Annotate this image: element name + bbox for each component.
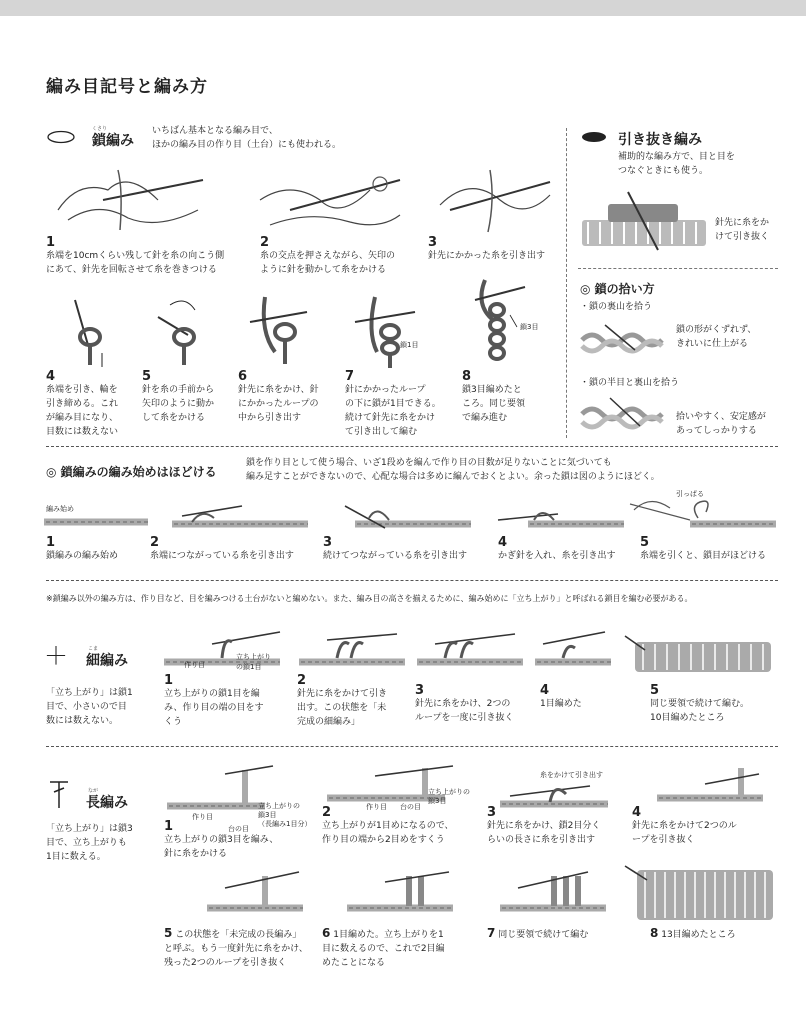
- pickup-heading-text: 鎖の拾い方: [594, 282, 655, 296]
- step-number: 4: [632, 805, 642, 820]
- label-line: の鎖1目: [236, 663, 262, 671]
- caption-line: 針先にかかった糸を引き出す: [428, 251, 546, 261]
- chain-step3-illustration: [430, 160, 560, 236]
- unravel-intro: [246, 456, 786, 484]
- note-text: ※鎖編み以外の編み方は、作り目など、目を編みつける土台がないと編めない。また、編み目の高さを揃えるために、編み始めに「立ち上がり」と呼ばれる鎖目を編む必要がある。: [46, 594, 693, 603]
- chain-symbol-icon: [46, 130, 76, 144]
- unravel-step-1-caption: [46, 536, 118, 563]
- step-number: 4: [540, 683, 550, 698]
- step-number: 7: [345, 369, 355, 384]
- slip-caption-line: 針先に糸をか: [715, 218, 770, 228]
- dc-step-8-caption: [650, 926, 780, 942]
- section-divider: [46, 746, 778, 747]
- section-divider: [46, 580, 778, 581]
- pickup-text-2: [676, 410, 766, 438]
- step-number: 2: [260, 235, 270, 250]
- caption-line: 同じ要領で続けて編む: [498, 930, 589, 940]
- dc-rise-label-2: [428, 788, 470, 806]
- unravel-start-label: 編み始め: [46, 505, 74, 513]
- side-note-line: 「立ち上がり」は鎖1: [46, 688, 133, 698]
- chain-step-8-caption: [462, 370, 557, 425]
- unravel-step3-illustration: [325, 498, 475, 536]
- pickup-item-1: ・鎖の裏山を拾う: [580, 302, 653, 312]
- chain-step-2-caption: [260, 236, 430, 277]
- label-line: 立ち上がり: [236, 653, 271, 661]
- caption-line: 残った2つのループを引き抜く: [164, 958, 287, 968]
- dc-heading: 長編み: [86, 795, 128, 811]
- dc-step-6-caption: [322, 926, 492, 970]
- unravel-step-4-caption: [498, 536, 616, 563]
- chain-intro-line: ほかの編み目の作り目（土台）にも使われる。: [152, 140, 342, 150]
- dc-symbol-icon: [48, 780, 70, 810]
- sc-symbol-icon: ＋: [44, 642, 68, 670]
- caption-line: 作り目の端から2目めをすくう: [322, 835, 445, 845]
- dc-step-7-caption: [487, 926, 627, 942]
- dc-step7-illustration: [498, 862, 608, 920]
- chain-step-4-caption: [46, 370, 136, 439]
- side-note-line: 目で、小さいので目: [46, 702, 127, 712]
- caption-line: の下に鎖が1目できる。: [345, 399, 441, 409]
- caption-line: くう: [164, 717, 183, 727]
- step-number: 7: [487, 926, 496, 940]
- dc-step5-illustration: [205, 862, 305, 920]
- sc-step-5-caption: [650, 684, 780, 725]
- step-number: 3: [323, 535, 333, 550]
- slip-intro: [618, 150, 735, 178]
- sc-ruby: こま: [88, 646, 99, 652]
- chain-step2-illustration: [250, 160, 410, 236]
- step-number: 6: [238, 369, 248, 384]
- label-line: 立ち上がりの: [428, 788, 470, 796]
- slip-intro-line: つなぐときにも使う。: [618, 166, 709, 176]
- chain-step4-illustration: [60, 295, 120, 370]
- chain-step5-illustration: [150, 295, 210, 370]
- dc-step-5-caption: [164, 926, 324, 970]
- pickup-item-2: ・鎖の半目と裏山を拾う: [580, 378, 680, 388]
- caption-line: て引き出して編む: [345, 427, 418, 437]
- step-number: 1: [46, 235, 56, 250]
- sc-rise-label: [236, 652, 271, 672]
- caption-line: み、作り目の端の目をす: [164, 703, 264, 713]
- dc-dai-label-2: 台の目: [400, 803, 421, 811]
- chain-intro: [152, 124, 341, 152]
- dc-step8-illustration: [625, 856, 777, 928]
- side-note-line: 目で、立ち上がりも: [46, 838, 127, 848]
- caption-line: 続けて針先に糸をかけ: [345, 413, 436, 423]
- step-number: 5: [650, 683, 660, 698]
- step-number: 4: [498, 535, 508, 550]
- caption-line: 糸の交点を押さえながら、矢印の: [260, 251, 396, 261]
- pickup-heading: [580, 280, 655, 297]
- chain-1me-label: 鎖1目: [400, 341, 419, 349]
- dc-step6-illustration: [345, 862, 455, 920]
- sc-step3-illustration: [415, 622, 525, 676]
- caption-line: ころ。同じ要領: [462, 399, 526, 409]
- chain-step7-illustration: [345, 292, 425, 370]
- caption-line: 鎖編みの編み始め: [46, 551, 119, 561]
- section-divider: [46, 446, 778, 447]
- side-note-line: 数には数えない。: [46, 716, 119, 726]
- unravel-heading: [46, 463, 217, 480]
- step-number: 3: [428, 235, 438, 250]
- dc-yo-label: 糸をかけて引き出す: [540, 771, 603, 779]
- dc-base-label-2: 作り目: [366, 803, 387, 811]
- step-number: 1: [164, 673, 174, 688]
- slip-symbol-icon: [580, 131, 608, 143]
- step-number: 2: [322, 805, 332, 820]
- pickup-text-line: きれいに仕上がる: [676, 339, 749, 349]
- caption-line: して糸をかける: [142, 413, 206, 423]
- unravel-intro-line: 編み足すことができないので、心配な場合は多めに編んでおくとよい。余った鎖は図のようにほどく。: [246, 472, 660, 482]
- sc-step-2-caption: [297, 674, 417, 729]
- caption-line: で編み進む: [462, 413, 508, 423]
- caption-line: ープを引き抜く: [632, 835, 695, 845]
- dc-step-1-caption: [164, 820, 324, 861]
- pickup-text-1: [676, 323, 756, 351]
- caption-line: 13目編めたところ: [661, 930, 736, 940]
- pickup-2-illustration: [580, 394, 670, 436]
- side-note-line: 1目に数える。: [46, 852, 106, 862]
- sc-step5-illustration: [625, 622, 775, 682]
- pickup-divider: [578, 268, 778, 269]
- chain-ruby: くさり: [92, 126, 108, 132]
- unravel-step-2-caption: [150, 536, 294, 563]
- circle-icon: ◎: [580, 282, 595, 296]
- dc-step-3-caption: [487, 806, 627, 847]
- caption-line: ように針を動かして糸をかける: [260, 265, 387, 275]
- pickup-text-line: 拾いやすく、安定感が: [676, 412, 766, 422]
- caption-line: 引き締める。これ: [46, 399, 119, 409]
- dc-base-label: 作り目: [192, 813, 213, 821]
- caption-line: めたことになる: [322, 958, 386, 968]
- chain-heading: 鎖編み: [92, 133, 134, 149]
- caption-line: 鎖3目編めたと: [462, 385, 522, 395]
- pickup-text-line: あってしっかりする: [676, 426, 757, 436]
- step-number: 3: [487, 805, 497, 820]
- caption-line: にかかったループの: [238, 399, 319, 409]
- dc-dai-label: 台の目: [228, 825, 249, 833]
- column-divider: [566, 128, 567, 438]
- step-number: 1: [164, 819, 174, 834]
- label-line: （長編み1目分）: [258, 820, 312, 828]
- step-number: 5: [640, 535, 650, 550]
- chain-step1-illustration: [48, 160, 208, 236]
- pickup-1-illustration: [580, 320, 670, 360]
- slip-intro-line: 補助的な編み方で、目と目を: [618, 152, 735, 162]
- chain-step-3-caption: [428, 236, 568, 263]
- caption-line: 完成の細編み」: [297, 717, 361, 727]
- unravel-step-3-caption: [323, 536, 467, 563]
- caption-line: 立ち上がりの鎖3目を編み、: [164, 835, 279, 845]
- unravel-pull-label: 引っぱる: [676, 490, 704, 498]
- slip-caption: [715, 216, 769, 244]
- step-number: 1: [46, 535, 56, 550]
- chain-3me-label: 鎖3目: [520, 323, 539, 331]
- unravel-step-5-caption: [640, 536, 766, 563]
- caption-line: この状態を「未完成の長編み」: [175, 930, 302, 940]
- slip-illustration: [578, 190, 710, 252]
- caption-line: 立ち上がりの鎖1目を編: [164, 689, 260, 699]
- step-number: 4: [46, 369, 56, 384]
- caption-line: 同じ要領で続けて編む。: [650, 699, 750, 709]
- step-number: 6: [322, 926, 331, 940]
- label-line: 鎖3目: [258, 811, 277, 819]
- chain-step-1-caption: [46, 236, 246, 277]
- caption-line: 10目編めたところ: [650, 713, 725, 723]
- caption-line: 針先に糸をかけ、2つの: [415, 699, 511, 709]
- step-number: 5: [164, 926, 173, 940]
- caption-line: 糸端を引くと、鎖目がほどける: [640, 551, 767, 561]
- sc-base-label: 作り目: [184, 661, 205, 669]
- chain-intro-line: いちばん基本となる編み目で、: [152, 126, 278, 136]
- caption-line: 中から引き出す: [238, 413, 302, 423]
- sc-step-1-caption: [164, 674, 304, 729]
- caption-line: 糸端を引き、輪を: [46, 385, 118, 395]
- caption-line: 針に糸をかける: [164, 849, 228, 859]
- sc-step2-illustration: [297, 622, 407, 676]
- caption-line: かぎ針を入れ、糸を引き出す: [498, 551, 616, 561]
- step-number: 8: [462, 369, 472, 384]
- step-number: 5: [142, 369, 152, 384]
- unravel-step4-illustration: [498, 500, 628, 536]
- label-line: 立ち上がりの: [258, 802, 300, 810]
- caption-line: 出す。この状態を「未: [297, 703, 387, 713]
- dc-side-note: [46, 822, 133, 864]
- caption-line: 針先に糸をかけ、針: [238, 385, 319, 395]
- caption-line: 針先に糸をかけて引き: [297, 689, 388, 699]
- caption-line: 立ち上がりが1目めになるので、: [322, 821, 454, 831]
- top-bar: [0, 0, 806, 16]
- caption-line: 糸端を10cmくらい残して針を糸の向こう側: [46, 251, 225, 261]
- sc-step4-illustration: [533, 622, 613, 676]
- sc-step-3-caption: [415, 684, 535, 725]
- sc-side-note: [46, 686, 133, 728]
- step-number: 2: [297, 673, 307, 688]
- slip-heading: 引き抜き編み: [618, 132, 702, 148]
- caption-line: 針にかかったループ: [345, 385, 426, 395]
- caption-line: と呼ぶ。もう一度針先に糸をかけ、: [164, 944, 308, 954]
- caption-line: 矢印のように動か: [142, 399, 215, 409]
- chain-step-7-caption: [345, 370, 455, 439]
- caption-line: が編み目になり、: [46, 413, 119, 423]
- chain-step-6-caption: [238, 370, 338, 425]
- unravel-step1-illustration: [44, 512, 150, 532]
- caption-line: にあて、針先を回転させて糸を巻きつける: [46, 265, 217, 275]
- caption-line: 1目編めた。立ち上がりを1: [333, 930, 444, 940]
- caption-line: 針先に糸をかけて2つのル: [632, 821, 737, 831]
- step-number: 8: [650, 926, 659, 940]
- caption-line: 糸端につながっている糸を引き出す: [150, 551, 294, 561]
- caption-line: ループを一度に引き抜く: [415, 713, 514, 723]
- unravel-step2-illustration: [152, 500, 312, 536]
- pickup-text-line: 鎖の形がくずれず、: [676, 325, 757, 335]
- unravel-intro-line: 鎖を作り目として使う場合、いざ1段めを編んで作り目の目数が足りないことに気づいても: [246, 458, 612, 468]
- caption-line: 1目編めた: [540, 699, 582, 709]
- chain-step-5-caption: [142, 370, 232, 425]
- caption-line: 針先に糸をかけ、鎖2目分く: [487, 821, 601, 831]
- label-line: 鎖3目: [428, 797, 447, 805]
- caption-line: 目に数えるので、これで2目編: [322, 944, 445, 954]
- caption-line: らいの長さに糸を引き出す: [487, 835, 596, 845]
- dc-ruby: なが: [88, 788, 99, 794]
- circle-icon: ◎: [46, 465, 61, 479]
- side-note-line: 「立ち上がり」は鎖3: [46, 824, 133, 834]
- slip-caption-line: けて引き抜く: [715, 232, 770, 242]
- sc-step-4-caption: [540, 684, 620, 711]
- page-title: 編み目記号と編み方: [46, 77, 208, 97]
- caption-line: 続けてつながっている糸を引き出す: [323, 551, 468, 561]
- caption-line: 目数には数えない: [46, 427, 119, 437]
- step-number: 2: [150, 535, 160, 550]
- chain-step6-illustration: [245, 292, 315, 370]
- caption-line: 針を糸の手前から: [142, 385, 215, 395]
- sc-heading: 細編み: [86, 653, 128, 669]
- dc-step-2-caption: [322, 806, 492, 847]
- dc-step-4-caption: [632, 806, 782, 847]
- unravel-step5-illustration: [630, 498, 780, 536]
- step-number: 3: [415, 683, 425, 698]
- dc-step4-illustration: [655, 760, 765, 810]
- unravel-heading-text: 鎖編みの編み始めはほどける: [60, 465, 217, 479]
